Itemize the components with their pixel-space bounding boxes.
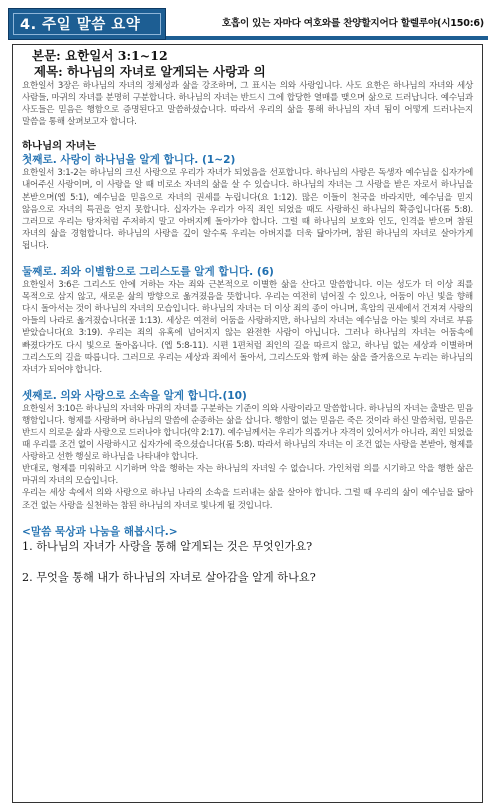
point-3-body: 요한일서 3:10은 하나님의 자녀와 마귀의 자녀를 구분하는 기준이 의와 사랑이라고 말씀합니다. 하나님의 자녀는 출발은 믿음 행함입니다. 형제를 사랑하며 하나님의 말씀에 순종하는 삶을 삽니다. 행함이 없는 믿음은 죽은 것이라 하신 말씀처럼, 믿음은 반드시 의로운 삶과 사랑으로 드러나야 합니다(약 2:17). 예수님께서는 우리가 의롭거나 자격이 있어서가 아니라, 죄인 되었을 때 우리를 조건 없이 사랑하시고 십자가에 죽으셨습니다(롬 5:8). 따라서 하나님의 자녀는 이 조건 없는 사랑을 본받아, 형제를 사랑하고 선한 행실로 하나님을 나타내야 합니다. bbox=[22, 403, 473, 463]
point-1-body: 요한일서 3:1-2는 하나님의 크신 사랑으로 우리가 자녀가 되었음을 선포합니다. 하나님의 사랑은 독생자 예수님을 십자가에 내어주신 사랑이며, 이 사랑을 알 때 비로소 자녀의 삶을 살 수 있습니다. 하나님의 자녀는 그 사랑을 받은 자로서 하나님을 본받으며(엡 5:1), 예수님을 믿음으로 자녀의 권세를 누립니다(요 1:12). 많은 이들이 천국을 바라지만, 예수님을 믿지 않음으로 자녀의 특권을 얻지 못합니다. 십자가는 우리가 아직 죄인 되었을 때도 사랑하신 하나님의 확증입니다(롬 5:8). 그러므로 우리는 탕자처럼 주저하지 말고 아버지께 돌아가야 합니다. 그럴 때 하나님의 보호와 인도, 인격을 받으며 참된 자녀의 삶을 경험합니다. 하나님의 사랑을 깊이 알수록 우리는 아버지를 더욱 닮아가며, 참된 하나님의 자녀로 살아가게 됩니다. bbox=[22, 168, 473, 251]
point-3-body-2: 반대로, 형제를 미워하고 시기하며 악을 행하는 자는 하나님의 자녀일 수 없습니다. 가인처럼 의를 시기하고 악을 행한 삶은 마귀의 자녀의 모습입니다. bbox=[22, 464, 473, 487]
section-title-tab bbox=[8, 8, 166, 40]
intro-paragraph: 요한일서 3장은 하나님의 자녀의 정체성과 삶을 강조하며, 그 표시는 의와 사랑입니다. 사도 요한은 하나님의 자녀와 세상 사람들, 마귀의 자녀를 분명히 구분합니다. 하나님의 자녀는 반드시 그에 합당한 열매를 맺으며 삶으로 드러납니다. 예수님과 사도들은 믿음은 행함으로 증명된다고 말씀하셨습니다. 따라서 우리의 삶을 통해 하나님의 자녀 됨이 어떻게 드러나는지 말씀을 통해 살펴보고자 합니다. bbox=[22, 81, 473, 128]
point-2-title: 둘째로. 죄와 이별함으로 그리스도를 알게 합니다. (6) bbox=[22, 266, 274, 279]
point-3-title: 셋째로. 의와 사랑으로 소속을 알게 합니다.(10) bbox=[22, 389, 247, 402]
sermon-title: 제목: 하나님의 자녀로 알게되는 사랑과 의 bbox=[34, 64, 266, 79]
point-1-title: 첫째로. 사랑이 하나님을 알게 합니다. (1~2) bbox=[22, 154, 236, 167]
point-3-body-3: 우리는 세상 속에서 의와 사랑으로 하나님 나라의 소속을 드러내는 삶을 살아야 합니다. 그럴 때 우리의 삶이 예수님을 닮아 조건 없는 사랑을 실천하는 참된 하나님의 자녀로 빛나게 될 것입니다. bbox=[22, 488, 473, 511]
sermon-summary-box bbox=[12, 44, 483, 803]
children-heading: 하나님의 자녀는 bbox=[22, 140, 96, 153]
section-header bbox=[8, 8, 488, 40]
question-1: 1. 하나님의 자녀가 사랑을 통해 알게되는 것은 무엇인가요? bbox=[22, 539, 313, 553]
header-rule bbox=[166, 36, 488, 40]
point-2-body: 요한일서 3:6은 그리스도 안에 거하는 자는 죄와 근본적으로 이별한 삶을 산다고 말씀합니다. 이는 성도가 더 이상 죄를 목적으로 삼지 않고, 새로운 삶의 방향으로 옮겨졌음을 뜻합니다. 우리는 여전히 넘어질 수 있으나, 어둠이 아닌 빛을 향해 다시 돌아서는 것이 하나님의 자녀의 모습입니다. 하나님의 자녀는 더 이상 죄의 종이 아니며, 흑암의 권세에서 건져져 사랑의 아들의 나라로 옮겨졌습니다(골 1:13). 세상은 여전히 어둠을 사랑하지만, 하나님의 자녀는 예수님을 아는 빛의 자녀로 부름 받았습니다(요 3:19). 우리는 죄의 유혹에 넘어지지 않는 완전한 사람이 아닙니다. 그러나 하나님의 자녀는 어둠속에 빠졌다가도 다시 빛으로 돌아옵니다. (엡 5:8-11). 시편 1편처럼 죄인의 길을 따르지 않고, 하나님 없는 세상과 이별하며 그리스도의 길을 따릅니다. 그러므로 우리는 세상과 죄에서 돌아서, 그리스도와 함께 하는 삶을 즐거움으로 누리는 하나님의 자녀가 되어야 합니다. bbox=[22, 280, 473, 375]
header-verse: 호흡이 있는 자마다 여호와를 찬양할지어다 할렐루야(시150:6) bbox=[221, 18, 484, 29]
question-2: 2. 무엇을 통해 내가 하나님의 자녀로 살아감을 알게 하나요? bbox=[22, 570, 316, 584]
sharing-title: <말씀 묵상과 나눔을 해봅시다.> bbox=[22, 525, 178, 538]
section-title: 4. 주일 말씀 요약 bbox=[13, 13, 161, 35]
scripture-reference: 본문: 요한일서 3:1~12 bbox=[32, 48, 168, 63]
